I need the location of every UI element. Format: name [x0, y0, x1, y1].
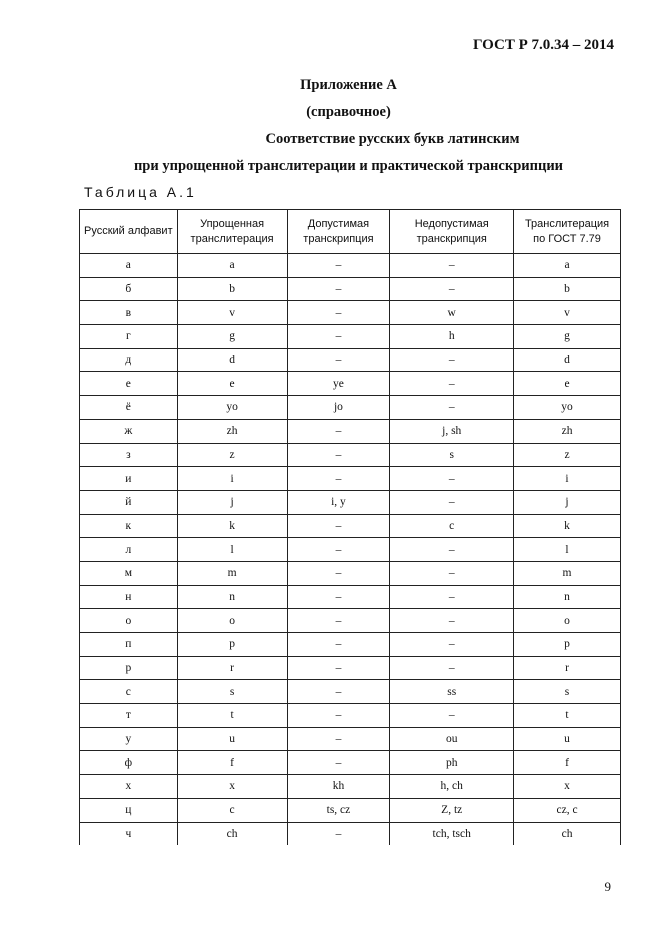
cell-allowed: – — [287, 656, 390, 680]
cell-disallowed: – — [390, 538, 514, 562]
cell-russian: д — [80, 348, 178, 372]
cell-allowed: – — [287, 585, 390, 609]
cell-simplified: l — [177, 538, 287, 562]
cell-simplified: o — [177, 609, 287, 633]
cell-russian: н — [80, 585, 178, 609]
cell-russian: с — [80, 680, 178, 704]
cell-gost: b — [514, 277, 621, 301]
cell-disallowed: j, sh — [390, 419, 514, 443]
cell-russian: л — [80, 538, 178, 562]
appendix-title: Приложение А — [300, 77, 397, 93]
cell-gost: a — [514, 254, 621, 278]
cell-gost: yo — [514, 396, 621, 420]
cell-simplified: yo — [177, 396, 287, 420]
cell-gost: z — [514, 443, 621, 467]
cell-russian: т — [80, 704, 178, 728]
cell-allowed: – — [287, 443, 390, 467]
cell-allowed: ye — [287, 372, 390, 396]
cell-disallowed: – — [390, 656, 514, 680]
cell-russian: х — [80, 775, 178, 799]
cell-disallowed: Z, tz — [390, 798, 514, 822]
table-header-row — [80, 210, 621, 254]
cell-disallowed: – — [390, 704, 514, 728]
cell-gost: j — [514, 490, 621, 514]
cell-disallowed: h, ch — [390, 775, 514, 799]
table-row — [80, 633, 621, 657]
cell-simplified: g — [177, 325, 287, 349]
cell-russian: у — [80, 727, 178, 751]
cell-allowed: – — [287, 704, 390, 728]
cell-allowed: – — [287, 467, 390, 491]
column-header-russian: Русский алфавит — [80, 210, 178, 254]
cell-gost: l — [514, 538, 621, 562]
cell-disallowed: ph — [390, 751, 514, 775]
cell-russian: м — [80, 561, 178, 585]
cell-allowed: – — [287, 727, 390, 751]
table-row — [80, 396, 621, 420]
cell-allowed: kh — [287, 775, 390, 799]
cell-gost: e — [514, 372, 621, 396]
table-row — [80, 775, 621, 799]
table-row — [80, 277, 621, 301]
column-header-disallowed: Недопустимая транскрипция — [390, 210, 514, 254]
cell-gost: d — [514, 348, 621, 372]
column-header-simplified: Упрощенная транслитерация — [177, 210, 287, 254]
cell-disallowed: – — [390, 277, 514, 301]
table-row — [80, 348, 621, 372]
cell-disallowed: – — [390, 633, 514, 657]
table-row — [80, 561, 621, 585]
cell-disallowed: w — [390, 301, 514, 325]
cell-allowed: – — [287, 680, 390, 704]
table-row — [80, 727, 621, 751]
cell-gost: x — [514, 775, 621, 799]
cell-russian: з — [80, 443, 178, 467]
cell-simplified: p — [177, 633, 287, 657]
cell-allowed: – — [287, 822, 390, 845]
cell-allowed: – — [287, 325, 390, 349]
cell-disallowed: s — [390, 443, 514, 467]
cell-disallowed: c — [390, 514, 514, 538]
cell-disallowed: h — [390, 325, 514, 349]
appendix-heading-line-2: при упрощенной транслитерации и практической транскрипции — [133, 158, 564, 174]
cell-gost: k — [514, 514, 621, 538]
cell-gost: zh — [514, 419, 621, 443]
cell-russian: а — [80, 254, 178, 278]
table-row — [80, 798, 621, 822]
cell-russian: р — [80, 656, 178, 680]
table-row — [80, 254, 621, 278]
cell-russian: й — [80, 490, 178, 514]
cell-simplified: m — [177, 561, 287, 585]
cell-simplified: zh — [177, 419, 287, 443]
table-row — [80, 443, 621, 467]
cell-allowed: – — [287, 514, 390, 538]
table-row — [80, 704, 621, 728]
cell-disallowed: – — [390, 609, 514, 633]
cell-russian: в — [80, 301, 178, 325]
cell-allowed: – — [287, 254, 390, 278]
cell-simplified: b — [177, 277, 287, 301]
cell-allowed: – — [287, 561, 390, 585]
cell-disallowed: – — [390, 585, 514, 609]
cell-simplified: i — [177, 467, 287, 491]
table-row — [80, 538, 621, 562]
cell-simplified: u — [177, 727, 287, 751]
cell-simplified: a — [177, 254, 287, 278]
table-row — [80, 419, 621, 443]
cell-simplified: d — [177, 348, 287, 372]
cell-simplified: n — [177, 585, 287, 609]
cell-simplified: k — [177, 514, 287, 538]
cell-allowed: – — [287, 301, 390, 325]
table-row — [80, 514, 621, 538]
cell-simplified: f — [177, 751, 287, 775]
table-body — [80, 254, 621, 846]
table-row — [80, 301, 621, 325]
cell-russian: ч — [80, 822, 178, 845]
cell-disallowed: ss — [390, 680, 514, 704]
cell-disallowed: – — [390, 467, 514, 491]
cell-allowed: jo — [287, 396, 390, 420]
table-row — [80, 656, 621, 680]
cell-gost: i — [514, 467, 621, 491]
standard-number-header: ГОСТ Р 7.0.34 – 2014 — [472, 37, 614, 53]
cell-gost: ch — [514, 822, 621, 845]
cell-simplified: v — [177, 301, 287, 325]
cell-gost: r — [514, 656, 621, 680]
cell-disallowed: – — [390, 348, 514, 372]
appendix-subtitle: (справочное) — [306, 104, 391, 120]
cell-simplified: c — [177, 798, 287, 822]
cell-simplified: x — [177, 775, 287, 799]
cell-gost: s — [514, 680, 621, 704]
column-header-allowed: Допустимая транскрипция — [287, 210, 390, 254]
cell-simplified: t — [177, 704, 287, 728]
page-number: 9 — [604, 879, 611, 894]
table-row — [80, 751, 621, 775]
cell-gost: u — [514, 727, 621, 751]
cell-russian: б — [80, 277, 178, 301]
cell-simplified: e — [177, 372, 287, 396]
column-header-gost: Транслитерация по ГОСТ 7.79 — [514, 210, 621, 254]
cell-disallowed: – — [390, 561, 514, 585]
table-row — [80, 609, 621, 633]
table-row — [80, 680, 621, 704]
transliteration-table — [79, 209, 621, 845]
cell-allowed: – — [287, 348, 390, 372]
cell-disallowed: – — [390, 254, 514, 278]
table-row — [80, 585, 621, 609]
cell-gost: t — [514, 704, 621, 728]
cell-simplified: s — [177, 680, 287, 704]
cell-disallowed: – — [390, 396, 514, 420]
table-row — [80, 822, 621, 845]
cell-russian: к — [80, 514, 178, 538]
cell-russian: ё — [80, 396, 178, 420]
cell-disallowed: – — [390, 372, 514, 396]
cell-gost: m — [514, 561, 621, 585]
cell-gost: g — [514, 325, 621, 349]
cell-simplified: ch — [177, 822, 287, 845]
cell-allowed: – — [287, 633, 390, 657]
cell-allowed: i, y — [287, 490, 390, 514]
cell-russian: е — [80, 372, 178, 396]
cell-russian: о — [80, 609, 178, 633]
cell-gost: n — [514, 585, 621, 609]
cell-simplified: j — [177, 490, 287, 514]
cell-russian: и — [80, 467, 178, 491]
cell-allowed: – — [287, 538, 390, 562]
table-row — [80, 490, 621, 514]
cell-disallowed: tch, tsch — [390, 822, 514, 845]
table-row — [80, 372, 621, 396]
cell-gost: cz, c — [514, 798, 621, 822]
cell-russian: ж — [80, 419, 178, 443]
table-caption: Таблица А.1 — [84, 184, 197, 200]
cell-russian: г — [80, 325, 178, 349]
cell-allowed: – — [287, 609, 390, 633]
cell-disallowed: ou — [390, 727, 514, 751]
cell-simplified: r — [177, 656, 287, 680]
cell-disallowed: – — [390, 490, 514, 514]
table-row — [80, 467, 621, 491]
cell-gost: v — [514, 301, 621, 325]
cell-russian: п — [80, 633, 178, 657]
table-row — [80, 325, 621, 349]
cell-allowed: – — [287, 751, 390, 775]
cell-russian: ц — [80, 798, 178, 822]
cell-simplified: z — [177, 443, 287, 467]
appendix-heading-line-1: Соответствие русских букв латинским — [265, 131, 520, 147]
cell-russian: ф — [80, 751, 178, 775]
cell-gost: f — [514, 751, 621, 775]
cell-allowed: ts, cz — [287, 798, 390, 822]
cell-allowed: – — [287, 419, 390, 443]
cell-gost: o — [514, 609, 621, 633]
cell-allowed: – — [287, 277, 390, 301]
cell-gost: p — [514, 633, 621, 657]
